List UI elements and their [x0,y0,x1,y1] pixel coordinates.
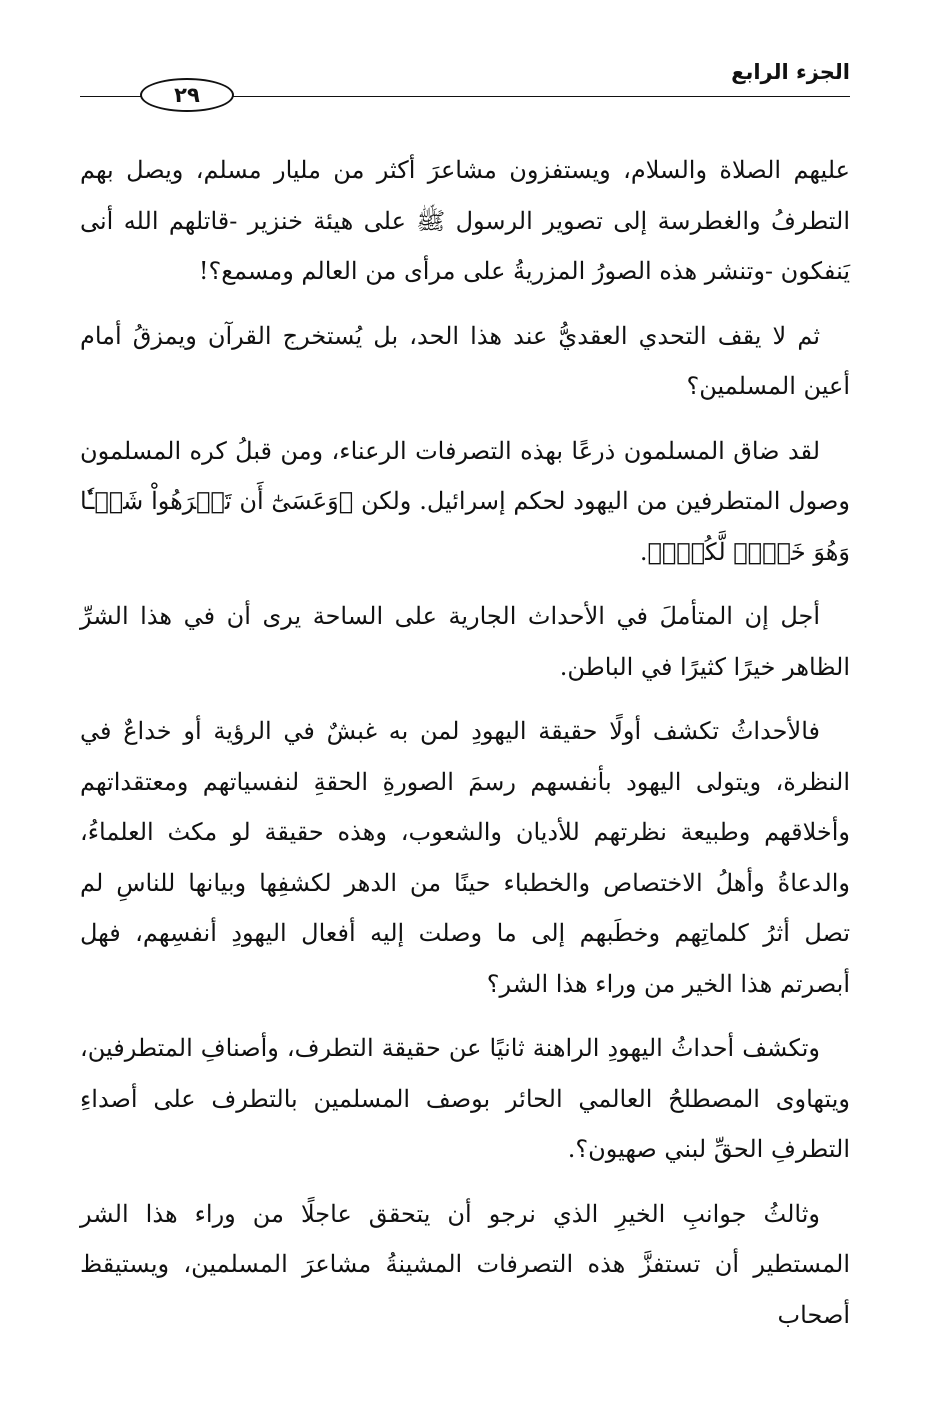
page-number: ٢٩ [140,78,234,112]
body-text [80,145,850,1354]
paragraph-1: عليهم الصلاة والسلام، ويستفزون مشاعرَ أكثر من مليار مسلم، ويصل بهم التطرفُ والغطرسة إلى تصوير الرسول ﷺ على هيئة خنزير -قاتلهم الله أنى يَنفكون -وتنشر هذه الصورُ المزريةُ على مرأى من العالم ومسمع؟! [80,156,850,285]
paragraph-4: أجل إن المتأملَ في الأحداث الجارية على الساحة يرى أن في هذا الشرِّ الظاهر خيرًا كثيرًا في الباطن. [80,602,850,681]
running-header [80,58,850,107]
paragraph-2: ثم لا يقف التحدي العقديُّ عند هذا الحد، بل يُستخرج القرآن ويمزقُ أمام أعين المسلمين؟ [80,321,850,400]
paragraph-6: وتكشف أحداثُ اليهودِ الراهنة ثانيًا عن حقيقة التطرف، وأصنافِ المتطرفين، ويتهاوى المصطلحُ العالمي الحائر بوصف المسلمين بالتطرف على أصداءِ التطرفِ الحقِّ لبني صهيون؟. [80,1034,850,1163]
book-part-title: الجزء الرابع [731,60,850,84]
paragraph-3: لقد ضاق المسلمون ذرعًا بهذه التصرفات الرعناء، ومن قبلُ كره المسلمون وصول المتطرفين من اليهود لحكم إسرائيل. ولكن ﴿وَعَسَىٰٓ أَن تَكۡرَهُواْ شَيۡـٔٗا وَهُوَ خَيۡرٞ لَّكُمۡۖ﴾. [80,436,850,566]
paragraph-7: وثالثُ جوانبِ الخيرِ الذي نرجو أن يتحقق عاجلًا من وراء هذا الشر المستطير أن تستفزَّ هذه التصرفات المشينةُ مشاعرَ المسلمين، ويستيقظ أصحاب [80,1199,850,1329]
paragraph-5: فالأحداثُ تكشف أولًا حقيقة اليهودِ لمن به غبشٌ في الرؤية أو خداعٌ في النظرة، ويتولى اليهود بأنفسهم رسمَ الصورةِ الحقةِ لنفسياتهم ومعتقداتهم وأخلاقهم وطبيعة نظرتهم للأديان والشعوب، وهذه حقيقة لو مكث العلماءُ، والدعاةُ وأهلُ الاختصاص والخطباء حينًا من الدهر لكشفِها وبيانها للناسِ لم تصل أثرُ كلماتِهم وخطَبهم إلى ما وصلت إليه أفعال اليهودِ أنفسِهم، فهل أبصرتم هذا الخير من وراء هذا الشر؟ [80,717,850,998]
